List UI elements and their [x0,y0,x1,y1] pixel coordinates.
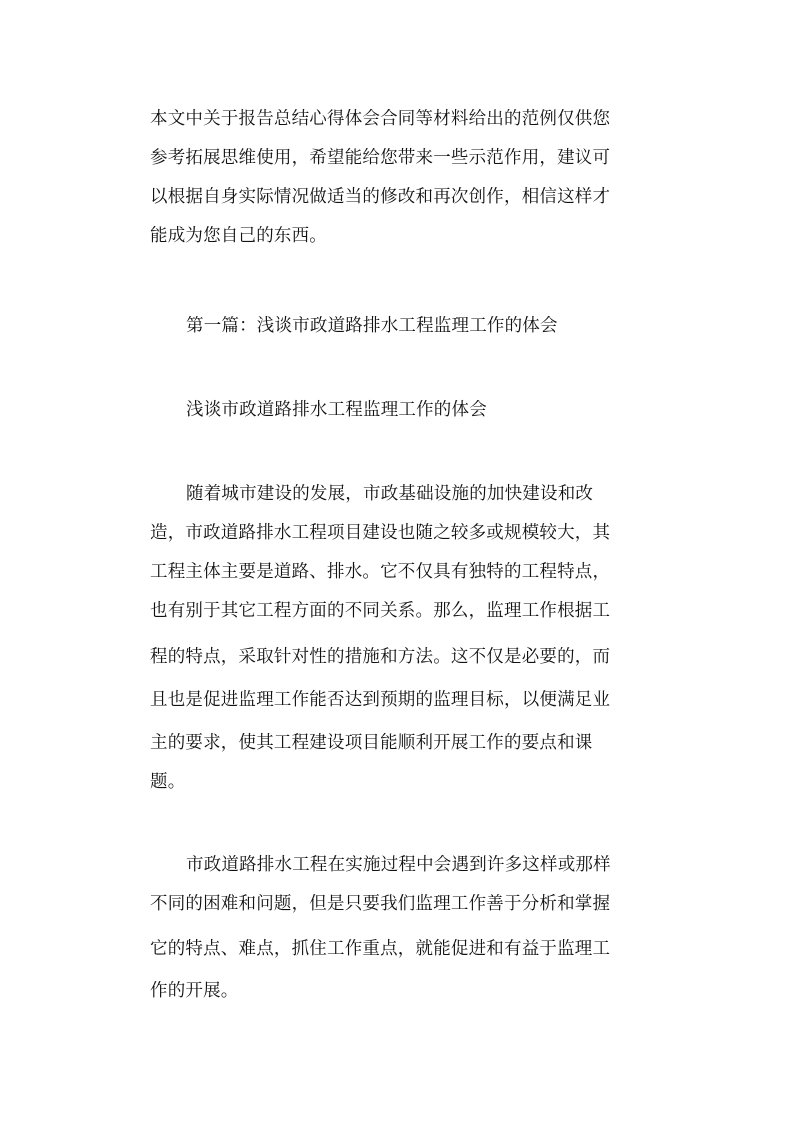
text-line: 它的特点、难点，抓住工作重点，就能促进和有益于监理工 [150,939,611,959]
text-line: 本文中关于报告总结心得体会合同等材料给出的范例仅供您 [150,109,611,129]
text-line: 工程主体主要是道路、排水。它不仅具有独特的工程特点， [150,562,611,582]
text-line: 也有别于其它工程方面的不同关系。那么，监理工作根据工 [150,601,611,621]
text-line: 主的要求，使其工程建设项目能顺利开展工作的要点和课 [150,733,593,753]
text-line: 造，市政道路排水工程项目建设也随之较多或规模较大，其 [150,523,611,543]
text-line: 参考拓展思维使用，希望能给您带来一些示范作用，建议可 [150,148,611,168]
text-line: 作的开展。 [150,981,239,1001]
text-line: 且也是促进监理工作能否达到预期的监理目标，以便满足业 [150,690,611,710]
text-line: 市政道路排水工程在实施过程中会遇到许多这样或那样 [186,855,611,875]
text-line: 随着城市建设的发展，市政基础设施的加快建设和改 [186,484,594,504]
chapter-heading: 第一篇：浅谈市政道路排水工程监理工作的体会 [186,316,558,336]
text-line: 能成为您自己的东西。 [150,226,327,246]
article-title: 浅谈市政道路排水工程监理工作的体会 [186,400,487,420]
text-line: 题。 [150,772,186,792]
text-line: 程的特点，采取针对性的措施和方法。这不仅是必要的，而 [150,647,611,667]
text-line: 以根据自身实际情况做适当的修改和再次创作，相信这样才 [150,187,611,207]
text-line: 不同的困难和问题，但是只要我们监理工作善于分析和掌握 [150,894,611,914]
